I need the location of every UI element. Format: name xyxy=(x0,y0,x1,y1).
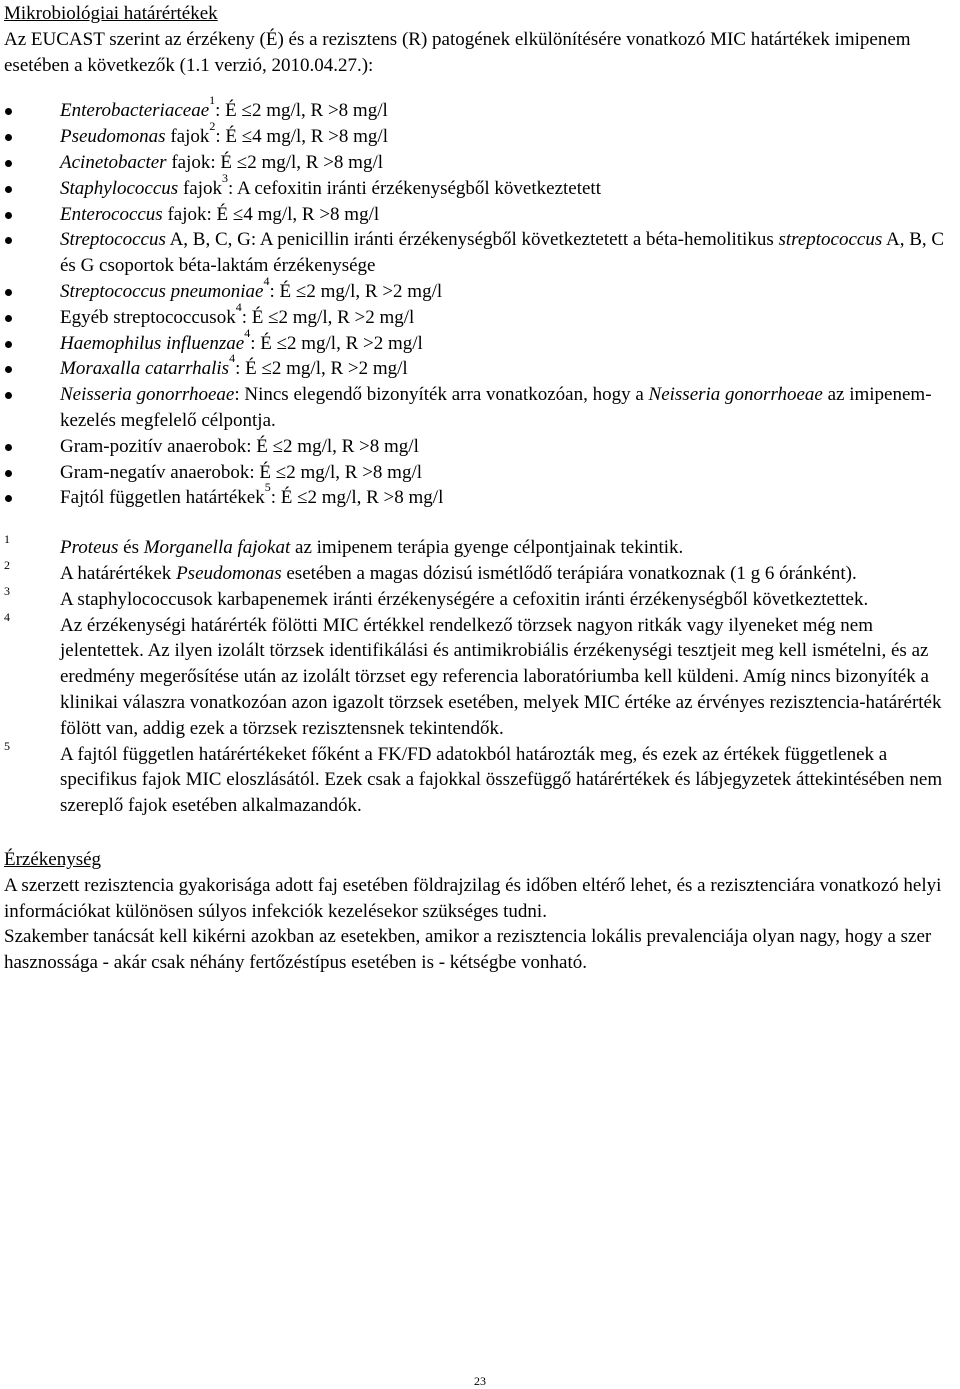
list-item: Fajtól független határtékek$^5$: É ≤2 mg/l, R >8 mg/l xyxy=(4,485,956,511)
susceptibility-paragraph-2: Szakember tanácsát kell kikérni azokban az esetekben, amikor a rezisztencia lokális prevalenciája olyan nagy, hogy a szer hasznossága - akár csak néhány fertőzéstípus esetében is - kétségbe vonható. xyxy=(4,926,932,974)
list-item: Neisseria gonorrhoeae: Nincs elegendő bizonyíték arra vonatkozóan, hogy a Neisseria gonorrhoeae az imipenem-kezelés megfelelő célpontja. xyxy=(4,382,956,434)
list-item: Staphylococcus fajok$^3$: A cefoxitin iránti érzékenységből következtetett xyxy=(4,176,956,202)
footnotes xyxy=(4,532,956,819)
footnote: 2 A határértékek Pseudomonas esetében a magas dózisú ismétlődő terápiára vonatkoznak (1 g 6 óránként). xyxy=(4,557,857,584)
list-item: Gram-negatív anaerobok: É ≤2 mg/l, R >8 mg/l xyxy=(4,460,956,486)
list-item: Gram-pozitív anaerobok: É ≤2 mg/l, R >8 mg/l xyxy=(4,434,956,460)
list-item: Acinetobacter fajok: É ≤2 mg/l, R >8 mg/l xyxy=(4,150,956,176)
list-item: Streptococcus pneumoniae$^4$: É ≤2 mg/l, R >2 mg/l xyxy=(4,279,956,305)
section-title-susceptibility: Érzékenység xyxy=(4,848,102,870)
list-item: Moraxalla catarrhalis$^4$: É ≤2 mg/l, R >2 mg/l xyxy=(4,356,956,382)
list-item: Enterococcus fajok: É ≤4 mg/l, R >8 mg/l xyxy=(4,202,956,228)
list-item: Haemophilus influenzae$^4$: É ≤2 mg/l, R >2 mg/l xyxy=(4,331,956,357)
susceptibility-paragraph-1: A szerzett rezisztencia gyakorisága adott faj esetében földrajzilag és időben eltérő lehet, és a rezisztenciára vonatkozó helyi információkat különösen súlyos infekciók kezelésekor szükséges tudni. xyxy=(4,874,942,922)
footnote: 1 Proteus és Morganella fajokat az imipenem terápia gyenge célpontjainak tekintik. xyxy=(4,532,684,559)
breakpoint-list xyxy=(4,93,956,511)
page-number: 23 xyxy=(474,1374,486,1388)
list-item: Enterobacteriaceae$^1$: É ≤2 mg/l, R >8 mg/l xyxy=(4,98,956,124)
list-item: Egyéb streptococcusok$^4$: É ≤2 mg/l, R >2 mg/l xyxy=(4,305,956,331)
footnote: 4 Az érzékenységi határérték fölötti MIC értékkel rendelkező törzsek nagyon ritkák vagy ilyeneket még nem jelentettek. Az ilyen izolált törzsek identifikálási és antimikrobiális érzékenységi tesztjeit meg kell ismételni, és az eredmény megerősítése után az izolált törzset egy referencia laboratóriumba kell küldeni. Amíg nincs bizonyíték a klinikai válaszra vonatkozóan azon igazolt törzsek esetében, melyek MIC értéke az érvényes rezisztencia-határérték fölött van, addig ezek a törzsek rezisztensnek tekintendők. xyxy=(4,609,942,739)
susceptibility-section xyxy=(4,847,956,976)
section-title-microbiology: Mikrobiológiai határértékek xyxy=(4,3,218,24)
footnote: 5 A fajtól független határértékeket főként a FK/FD adatokból határozták meg, és ezek az értékek függetlenek a specifikus fajok MIC eloszlásától. Ezek csak a fajokkal összefüggő határértékek és lábjegyzetek áttekintésében nem szereplő fajok esetében alkalmazandók. xyxy=(4,738,943,817)
document-page xyxy=(4,0,956,976)
footnote: 3 A staphylococcusok karbapenemek iránti érzékenységére a cefoxitin iránti érzékenységből következtettek. xyxy=(4,583,869,610)
intro-paragraph: Az EUCAST szerint az érzékeny (É) és a rezisztens (R) patogének elkülönítésére vonatkozó MIC határtékek imipenem esetében a következők (1.1 verzió, 2010.04.27.): xyxy=(4,28,911,76)
list-item: Pseudomonas fajok$^2$: É ≤4 mg/l, R >8 mg/l xyxy=(4,124,956,150)
list-item: Streptococcus A, B, C, G: A penicillin iránti érzékenységből következtetett a béta-hemolitikus streptococcus A, B, C és G csoportok béta-laktám érzékenysége xyxy=(4,227,956,279)
